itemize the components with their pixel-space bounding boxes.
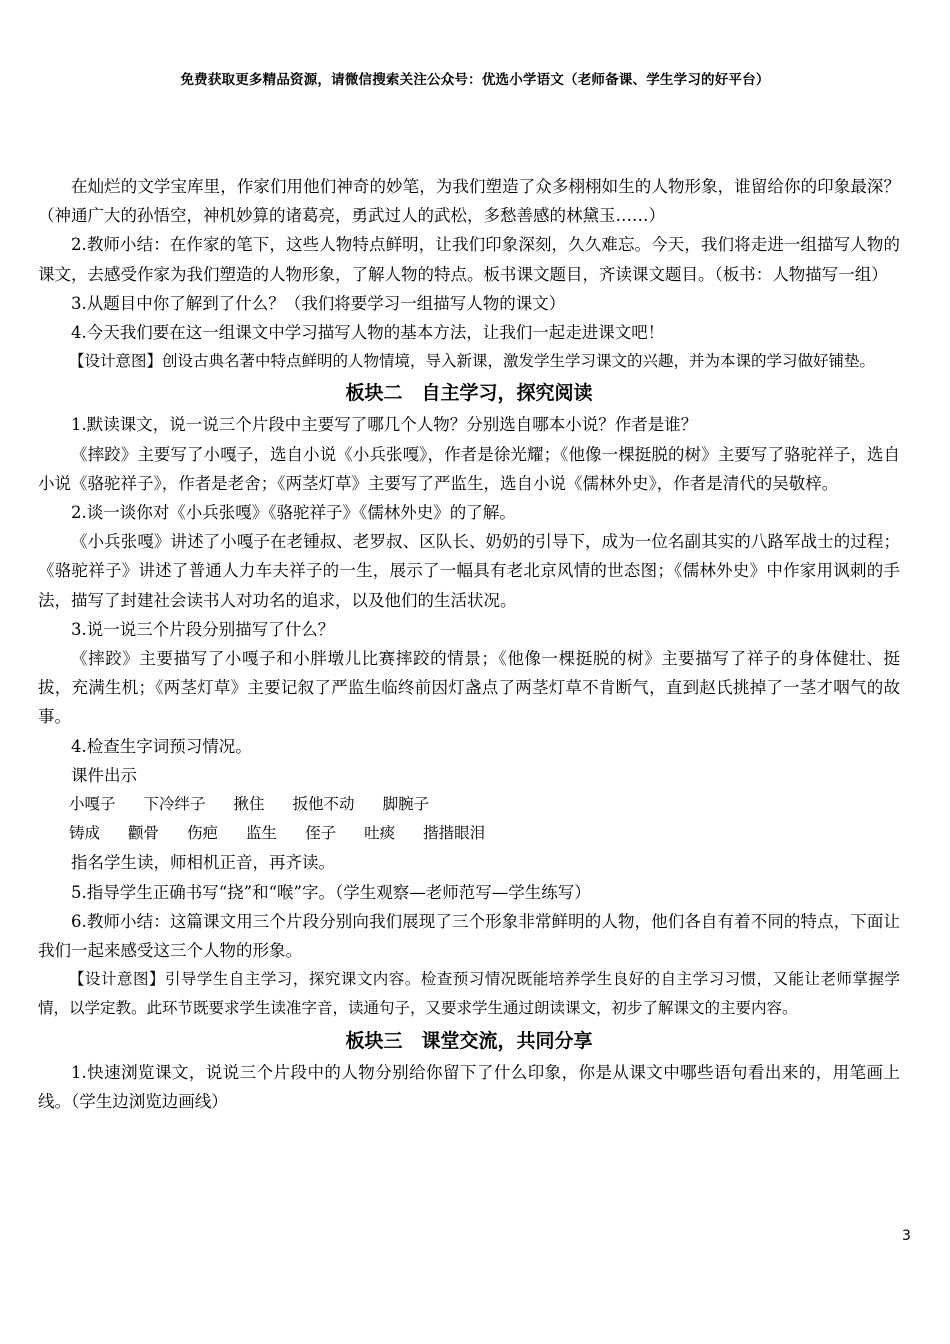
vocab-word: 铸成	[69, 824, 101, 843]
read-instruction: 指名学生读，师相机正音，再齐读。	[71, 853, 335, 873]
question-1: 1.默读课文，说一说三个片段中主要写了哪几个人物？分别选自哪本小说？作者是谁？	[71, 415, 698, 435]
design-intent-2: 【设计意图】引导学生自主学习，探究课文内容。检查预习情况既能培养学生良好的自主学习习惯，又能让老师掌握学情，以学定教。此环节既要求学生读准字音，读通句子，又要求学生通过朗读课文，初步了解课文的主要内容。	[38, 970, 900, 1018]
vocab-word: 伤疤	[187, 824, 219, 843]
answer-1: 《摔跤》主要写了小嘎子，选自小说《小兵张嘎》，作者是徐光耀；《他像一棵挺脱的树》主要写了骆驼祥子，选自小说《骆驼祥子》，作者是老舍；《两茎灯草》主要写了严监生，选自小说《儒林外史》，作者是清代的吴敬梓。	[38, 444, 900, 493]
vocab-row-2	[38, 819, 900, 848]
intro-paragraph-4: 4.今天我们要在这一组课文中学习描写人物的基本方法，让我们一起走进课文吧！	[71, 323, 665, 343]
vocab-word: 下冷绊子	[143, 795, 206, 814]
answer-3: 《摔跤》主要描写了小嘎子和小胖墩儿比赛摔跤的情景；《他像一棵挺脱的树》主要描写了祥子的身体健壮、挺拔，充满生机；《两茎灯草》主要记叙了严监生临终前因灯盏点了两茎灯草不肯断气，直到赵氏挑掉了一茎才咽气的故事。	[38, 649, 900, 727]
vocab-word: 侄子	[305, 824, 337, 843]
intro-paragraph-2: 2.教师小结：在作家的笔下，这些人物特点鲜明，让我们印象深刻，久久难忘。今天，我们将走进一组描写人物的课文，去感受作家为我们塑造的人物形象，了解人物的特点。板书课文题目，齐读课文题目。（板书：人物描写一组）	[38, 235, 900, 284]
vocab-word: 脚腕子	[382, 795, 430, 814]
section3-question-1: 1.快速浏览课文，说说三个片段中的人物分别给你留下了什么印象，你是从课文中哪些语句看出来的，用笔画上线。（学生边浏览边画线）	[38, 1062, 900, 1111]
vocab-row-1	[38, 790, 900, 819]
page-number: 3	[902, 1228, 911, 1244]
vocab-word: 揩揩眼泪	[423, 824, 486, 843]
intro-paragraph-1: 在灿烂的文学宝库里，作家们用他们神奇的妙笔，为我们塑造了众多栩栩如生的人物形象，谁留给你的印象最深？（神通广大的孙悟空，神机妙算的诸葛亮，勇武过人的武松，多愁善感的林黛玉……）	[38, 177, 900, 226]
document-body	[38, 172, 900, 1116]
question-5: 5.指导学生正确书写“挠”和“喉”字。（学生观察—老师范写—学生练写）	[71, 882, 591, 902]
question-6: 6.教师小结：这篇课文用三个片段分别向我们展现了三个形象非常鲜明的人物，他们各自有着不同的特点，下面让我们一起来感受这三个人物的形象。	[38, 911, 900, 961]
vocab-word: 颧骨	[128, 824, 160, 843]
vocab-word: 小嘎子	[69, 795, 116, 814]
courseware-label: 课件出示	[71, 765, 137, 785]
answer-2: 《小兵张嘎》讲述了小嘎子在老锺叔、老罗叔、区队长、奶奶的引导下，成为一位名副其实的八路军战士的过程；《骆驼祥子》讲述了普通人力车夫祥子的一生，展示了一幅具有老北京风情的世态图；《儒林外史》中作家用讽刺的手法，描写了封建社会读书人对功名的追求，以及他们的生活状况。	[38, 532, 900, 610]
section-heading-2: 板块二 自主学习，探究阅读	[345, 382, 593, 405]
intro-paragraph-3: 3.从题目中你了解到了什么？（我们将要学习一组描写人物的课文）	[71, 293, 566, 313]
section-heading-3: 板块三 课堂交流，共同分享	[345, 1029, 593, 1052]
design-intent-1: 【设计意图】创设古典名著中特点鲜明的人物情境，导入新课，激发学生学习课文的兴趣，并为本课的学习做好铺垫。	[69, 352, 876, 371]
vocab-word: 揪住	[233, 795, 265, 814]
question-2: 2.谈一谈你对《小兵张嘎》《骆驼祥子》《儒林外史》的了解。	[71, 503, 516, 523]
vocab-word: 吐痰	[364, 824, 396, 843]
promo-header: 免费获取更多精品资源，请微信搜索关注公众号：优选小学语文（老师备课、学生学习的好平台）	[180, 72, 770, 88]
question-3: 3.说一说三个片段分别描写了什么？	[71, 619, 335, 639]
vocab-word: 扳他不动	[292, 795, 355, 814]
vocab-word: 监生	[246, 824, 278, 843]
question-4: 4.检查生字词预习情况。	[71, 736, 252, 756]
